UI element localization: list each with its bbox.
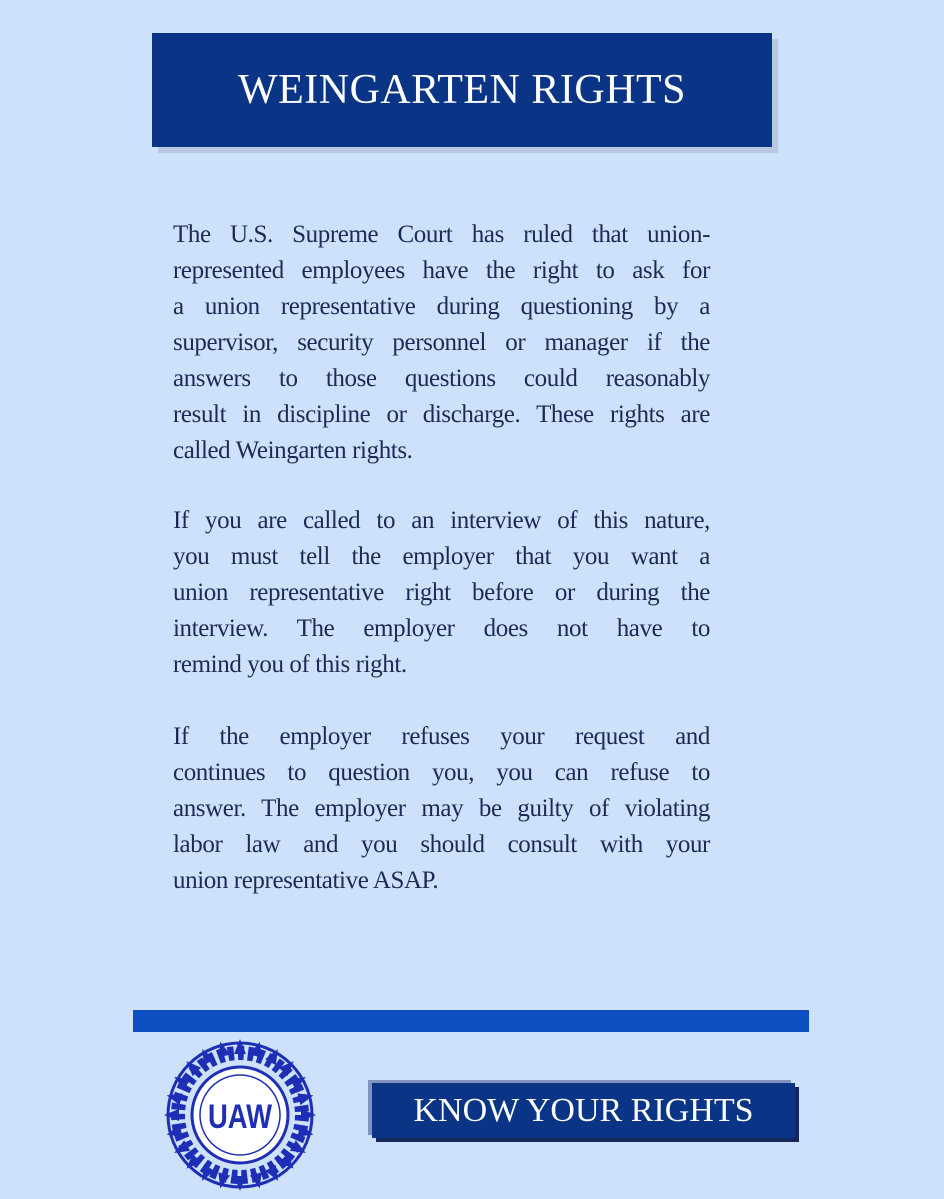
svg-text:UAW: UAW [208,1098,273,1136]
paragraph-1 [173,217,710,469]
text-line: union representative right before or during the [173,579,710,606]
text-line: supervisor, security personnel or manager if the [173,329,710,356]
paragraph-2 [173,503,710,683]
text-line: continues to question you, you can refuse to [173,759,710,786]
text-line: interview. The employer does not have to [173,615,710,642]
uaw-logo [158,1036,322,1194]
text-line: The U.S. Supreme Court has ruled that union- [173,221,710,248]
divider-bar [133,1010,809,1032]
footer-label: KNOW YOUR RIGHTS [413,1091,754,1129]
text-line: remind you of this right. [173,651,407,678]
text-line: labor law and you should consult with your [173,831,710,858]
page-title: WEINGARTEN RIGHTS [237,67,687,113]
paragraph-3 [173,719,710,899]
text-line: called Weingarten rights. [173,437,413,464]
text-line: result in discipline or discharge. These rights are [173,401,710,428]
text-line: If the employer refuses your request and [173,723,710,750]
title-banner [152,33,772,147]
know-your-rights-banner [372,1083,795,1138]
text-line: union representative ASAP. [173,867,439,894]
text-line: answer. The employer may be guilty of violating [173,795,710,822]
text-line: you must tell the employer that you want a [173,543,710,570]
text-line: a union representative during questioning by a [173,293,710,320]
text-line: answers to those questions could reasonably [173,365,710,392]
text-line: represented employees have the right to ask for [173,257,710,284]
text-line: If you are called to an interview of this nature, [173,507,710,534]
